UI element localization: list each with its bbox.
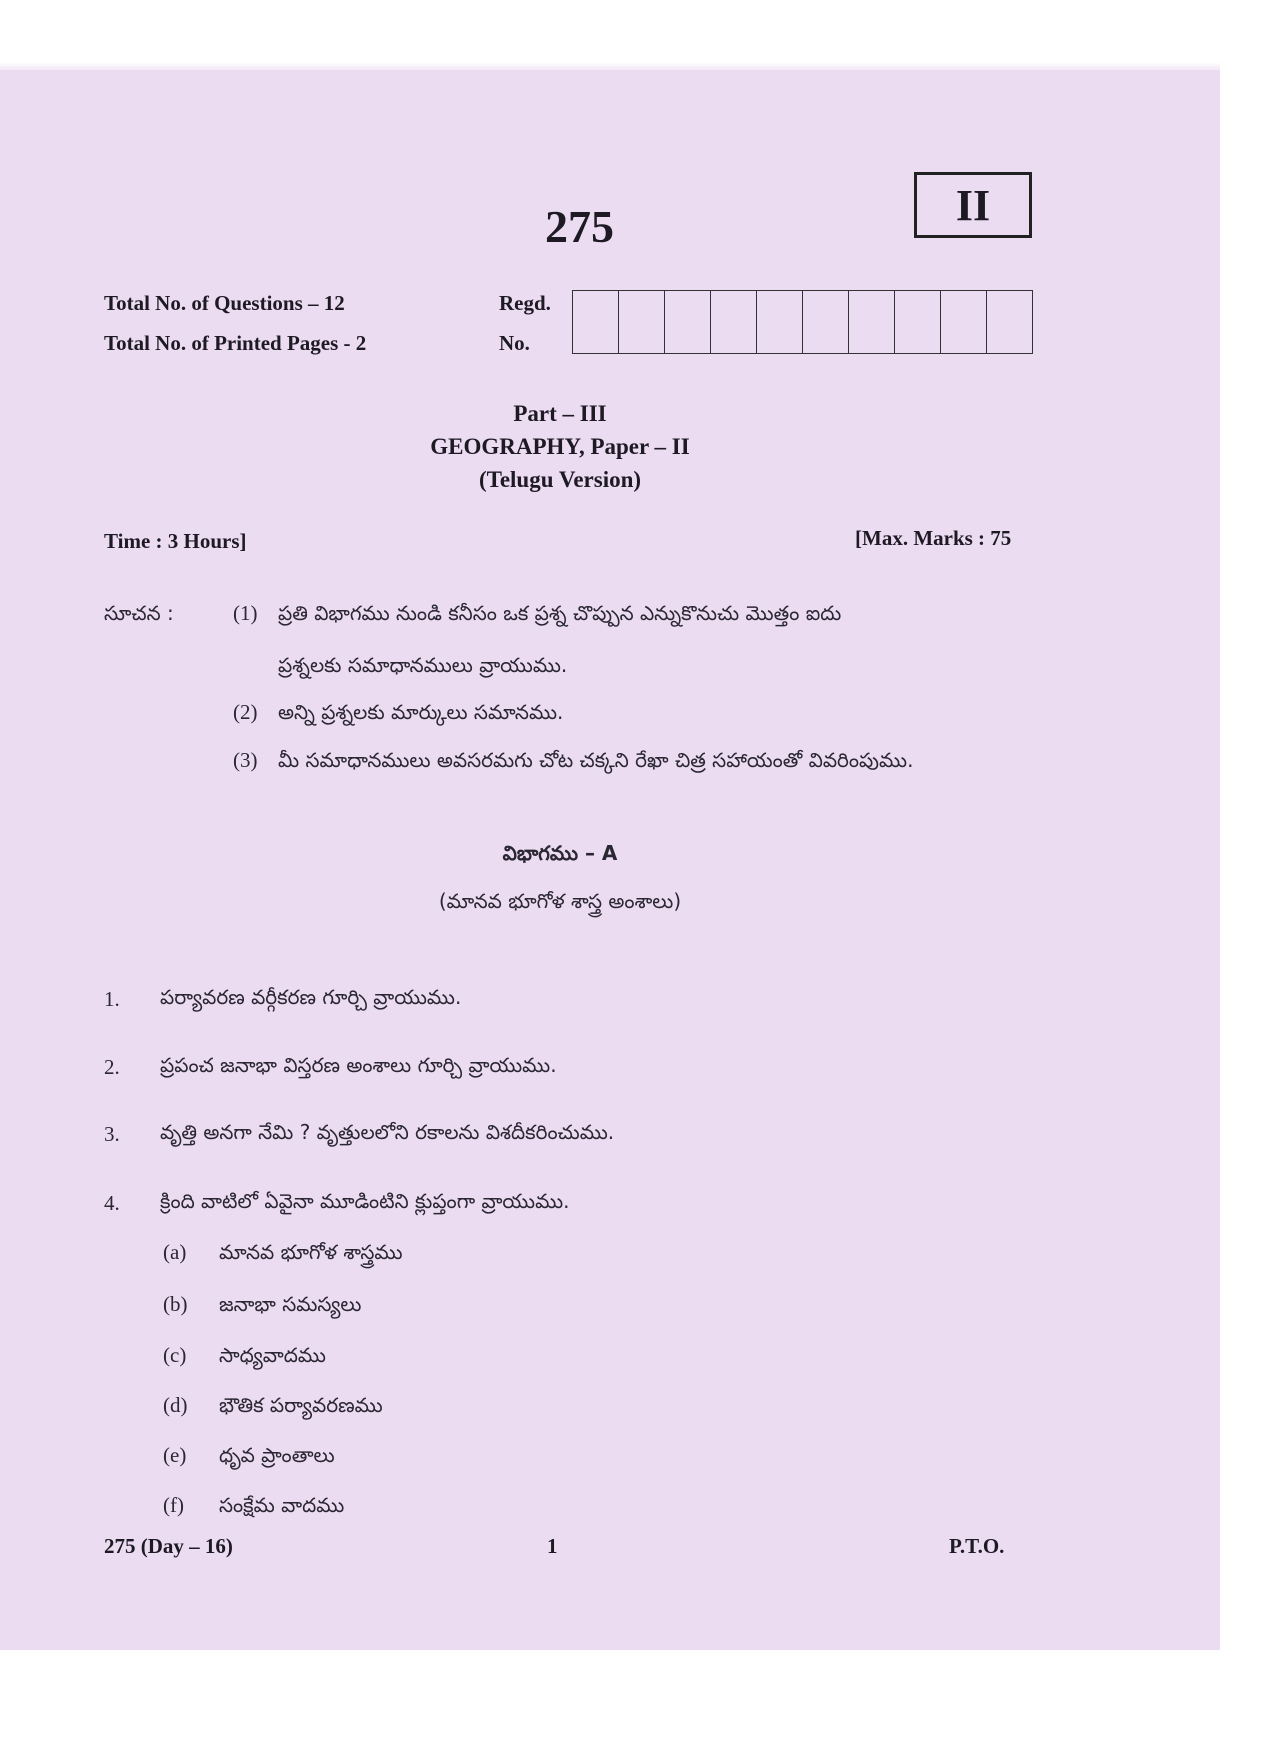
time-label: Time : 3 Hours]: [104, 529, 247, 553]
paper-code: 275: [545, 201, 614, 252]
option-label: (c): [163, 1343, 187, 1367]
subject-title: GEOGRAPHY, Paper – II: [430, 434, 690, 459]
option-text: జనాభా సమస్యలు: [219, 1292, 362, 1316]
set-code: II: [955, 180, 991, 230]
total-questions: Total No. of Questions – 12: [104, 291, 345, 315]
page-number: 1: [547, 1534, 558, 1558]
registration-number-boxes: [572, 290, 1033, 354]
regd-digit-box: [619, 291, 665, 353]
question-number: 2.: [104, 1055, 120, 1079]
option-label: (e): [163, 1443, 187, 1467]
set-code-box: [914, 172, 1032, 238]
regd-digit-box: [849, 291, 895, 353]
regd-label: Regd.: [499, 291, 551, 315]
version-title: (Telugu Version): [478, 467, 642, 492]
section-title: [0, 841, 1120, 870]
option-label: (a): [163, 1240, 187, 1264]
question-text: పర్యావరణ వర్గీకరణ గూర్చి వ్రాయుము.: [160, 985, 462, 1009]
section-subtitle: [0, 889, 1120, 918]
pto-label: P.T.O.: [949, 1534, 1005, 1558]
regd-digit-box: [665, 291, 711, 353]
instruction-number: (2): [233, 700, 258, 724]
no-label: No.: [499, 331, 530, 355]
regd-digit-box: [987, 291, 1033, 353]
question-text: క్రింది వాటిలో ఏవైనా మూడింటిని క్లుప్తంగా వ్రాయుము.: [160, 1189, 570, 1213]
question-number: 1.: [104, 987, 120, 1011]
question-number: 4.: [104, 1191, 120, 1215]
instruction-text: మీ సమాధానములు అవసరమగు చోట చక్కని రేఖా చిత్ర సహాయంతో వివరింపుము.: [278, 748, 914, 772]
option-label: (d): [163, 1393, 188, 1417]
regd-digit-box: [711, 291, 757, 353]
section-title-text: విభాగము – A: [502, 841, 618, 865]
option-text: సాధ్యవాదము: [219, 1343, 326, 1367]
instruction-text: అన్ని ప్రశ్నలకు మార్కులు సమానము.: [278, 700, 564, 724]
section-subtitle-text: (మానవ భూగోళ శాస్త్ర అంశాలు): [438, 889, 682, 913]
question-number: 3.: [104, 1122, 120, 1146]
option-text: భౌతిక పర్యావరణము: [219, 1393, 383, 1417]
regd-digit-box: [803, 291, 849, 353]
instruction-number: (3): [233, 748, 258, 772]
option-text: సంక్షేమ వాదము: [219, 1493, 345, 1517]
regd-digit-box: [895, 291, 941, 353]
instruction-number: (1): [233, 601, 258, 625]
instruction-text: ప్రతి విభాగము నుండి కనీసం ఒక ప్రశ్న చొప్పున ఎన్నుకొనుచు మొత్తం ఐదు: [278, 601, 842, 625]
instruction-text: ప్రశ్నలకు సమాధానములు వ్రాయుము.: [278, 653, 568, 677]
footer-paper-day: 275 (Day – 16): [104, 1534, 233, 1558]
option-text: మానవ భూగోళ శాస్త్రము: [219, 1240, 403, 1264]
regd-digit-box: [573, 291, 619, 353]
total-pages: Total No. of Printed Pages - 2: [104, 331, 367, 355]
regd-digit-box: [941, 291, 987, 353]
option-label: (b): [163, 1292, 188, 1316]
max-marks: [Max. Marks : 75: [855, 526, 1012, 550]
option-text: ధృవ ప్రాంతాలు: [219, 1443, 335, 1467]
instructions-label: సూచన :: [104, 601, 174, 625]
option-label: (f): [163, 1493, 184, 1517]
question-text: ప్రపంచ జనాభా విస్తరణ అంశాలు గూర్చి వ్రాయుము.: [160, 1053, 557, 1077]
regd-digit-box: [757, 291, 803, 353]
part-title: Part – III: [513, 401, 607, 426]
question-text: వృత్తి అనగా నేమి ? వృత్తులలోని రకాలను విశదీకరించుము.: [160, 1120, 615, 1144]
